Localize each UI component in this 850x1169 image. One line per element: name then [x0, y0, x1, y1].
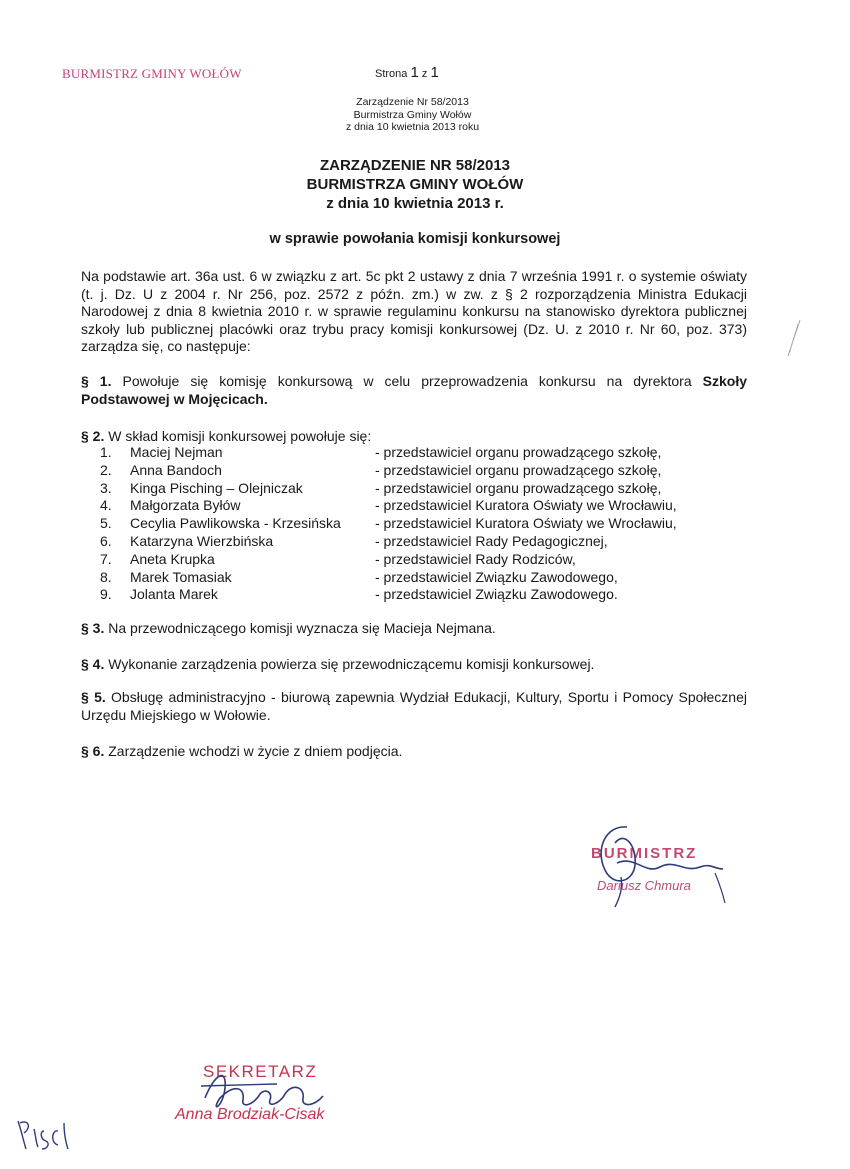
section-3-text: Na przewodniczącego komisji wyznacza się Macieja Nejmana. — [104, 620, 496, 636]
list-item — [100, 515, 760, 533]
header-line-3: z dnia 10 kwietnia 2013 roku — [345, 121, 480, 133]
member-number: 9. — [100, 586, 112, 603]
list-item — [100, 586, 760, 604]
member-role: - przedstawiciel organu prowadzącego szkołę, — [375, 479, 662, 496]
member-role: - przedstawiciel Rady Pedagogicznej, — [375, 532, 608, 549]
member-role: - przedstawiciel Kuratora Oświaty we Wrocławiu, — [375, 515, 677, 532]
sekretarz-handwritten-signature — [165, 1058, 355, 1133]
list-item — [100, 551, 760, 569]
committee-member-list — [100, 444, 760, 604]
section-2 — [81, 428, 747, 446]
member-number: 1. — [100, 444, 112, 460]
sekretarz-signature-stamp — [165, 1058, 355, 1133]
burmistrz-header-stamp: BURMISTRZ GMINY WOŁÓW — [62, 66, 242, 81]
member-role: - przedstawiciel Kuratora Oświaty we Wrocławiu, — [375, 497, 677, 514]
member-number: 6. — [100, 532, 112, 549]
member-number: 2. — [100, 461, 112, 478]
section-3-mark: § 3. — [81, 620, 105, 636]
member-number: 5. — [100, 515, 112, 532]
document-subject: w sprawie powołania komisji konkursowej — [269, 231, 561, 247]
member-name: Katarzyna Wierzbińska — [130, 532, 274, 549]
section-5 — [81, 689, 747, 724]
list-item — [100, 497, 760, 515]
section-6-mark: § 6. — [81, 743, 105, 759]
document-title — [200, 156, 630, 213]
burmistrz-stamp-title: BURMISTRZ — [591, 845, 698, 862]
member-role: - przedstawiciel organu prowadzącego szkołę, — [375, 461, 662, 478]
section-3 — [81, 620, 747, 638]
section-5-mark: § 5. — [81, 689, 106, 705]
member-number: 4. — [100, 497, 112, 514]
member-name: Kinga Pisching – Olejniczak — [130, 479, 303, 496]
section-4-mark: § 4. — [81, 656, 105, 672]
section-1-text: Powołuje się komisję konkursową w celu przeprowadzenia konkursu na dyrektora — [111, 373, 703, 389]
margin-pencil-mark — [786, 318, 802, 358]
member-name: Małgorzata Byłów — [130, 497, 241, 514]
member-role: - przedstawiciel Związku Zawodowego, — [375, 568, 618, 585]
member-name: Maciej Nejman — [130, 444, 223, 460]
title-line-2: BURMISTRZA GMINY WOŁÓW — [306, 176, 524, 193]
member-name: Aneta Krupka — [130, 550, 215, 567]
legal-basis-paragraph: Na podstawie art. 36a ust. 6 w związku z art. 5c pkt 2 ustawy z dnia 7 września 1991 r. o systemie oświaty (t. j. Dz. U z 2004 r. Nr 256, poz. 2572 z późn. zm.) w zw. z § 2 rozporządzenia Ministra Edukacji Narodowej z dnia 8 kwietnia 2010 r. w sprawie regulaminu konkursu na stanowisko dyrektora publicznej szkoły lub publicznej placówki oraz trybu pracy komisji konkursowej (Dz. U. z 2010 r. Nr 60, poz. 373) zarządza się, co następuje: — [81, 268, 747, 354]
list-item — [100, 480, 760, 498]
member-name: Jolanta Marek — [130, 586, 218, 603]
section-1-mark: § 1. — [81, 373, 112, 389]
header-line-1: Zarządzenie Nr 58/2013 — [356, 96, 469, 108]
section-2-mark: § 2. — [81, 428, 105, 444]
page-label: Strona — [375, 68, 408, 80]
section-4-text: Wykonanie zarządzenia powierza się przewodniczącemu komisji konkursowej. — [104, 656, 595, 672]
sekretarz-stamp-name: Anna Brodziak-Cisak — [175, 1106, 325, 1123]
section-1 — [81, 373, 747, 408]
member-name: Anna Bandoch — [130, 461, 222, 478]
section-6 — [81, 743, 747, 761]
list-item — [100, 462, 760, 480]
sekretarz-stamp-title: SEKRETARZ — [203, 1062, 318, 1081]
section-2-text: W skład komisji konkursowej powołuje się: — [104, 428, 372, 444]
page-sep: z — [421, 68, 428, 80]
title-line-1: ZARZĄDZENIE NR 58/2013 — [319, 157, 511, 174]
document-header — [300, 96, 525, 134]
member-role: - przedstawiciel Rady Rodziców, — [375, 550, 576, 567]
member-number: 8. — [100, 568, 112, 585]
member-role: - przedstawiciel organu prowadzącego szkołę, — [375, 444, 662, 460]
list-item — [100, 533, 760, 551]
title-line-3: z dnia 10 kwietnia 2013 r. — [326, 195, 504, 212]
list-item — [100, 569, 760, 587]
header-line-2: Burmistrza Gminy Wołów — [353, 108, 472, 121]
member-name: Marek Tomasiak — [130, 568, 232, 585]
page-total: 1 — [430, 64, 439, 81]
page-counter — [375, 64, 439, 81]
burmistrz-handwritten-signature — [575, 825, 745, 910]
section-4 — [81, 656, 747, 674]
burmistrz-signature-stamp — [575, 825, 745, 910]
member-number: 7. — [100, 550, 112, 567]
member-role: - przedstawiciel Związku Zawodowego. — [375, 586, 618, 603]
burmistrz-stamp-name: Dariusz Chmura — [597, 878, 691, 893]
member-name: Cecylia Pawlikowska - Krzesińska — [130, 515, 341, 532]
list-item — [100, 444, 760, 462]
member-number: 3. — [100, 479, 112, 496]
section-5-text: Obsługę administracyjno - biurową zapewnia Wydział Edukacji, Kultury, Sportu i Pomocy Społecznej Urzędu Miejskiego w Wołowie. — [81, 689, 747, 723]
section-6-text: Zarządzenie wchodzi w życie z dniem podjęcia. — [104, 743, 403, 759]
page-current: 1 — [410, 64, 419, 81]
handwritten-initials-mark — [14, 1115, 74, 1155]
section-1-school: Szkoły Podstawowej w Mojęcicach. — [81, 373, 747, 407]
